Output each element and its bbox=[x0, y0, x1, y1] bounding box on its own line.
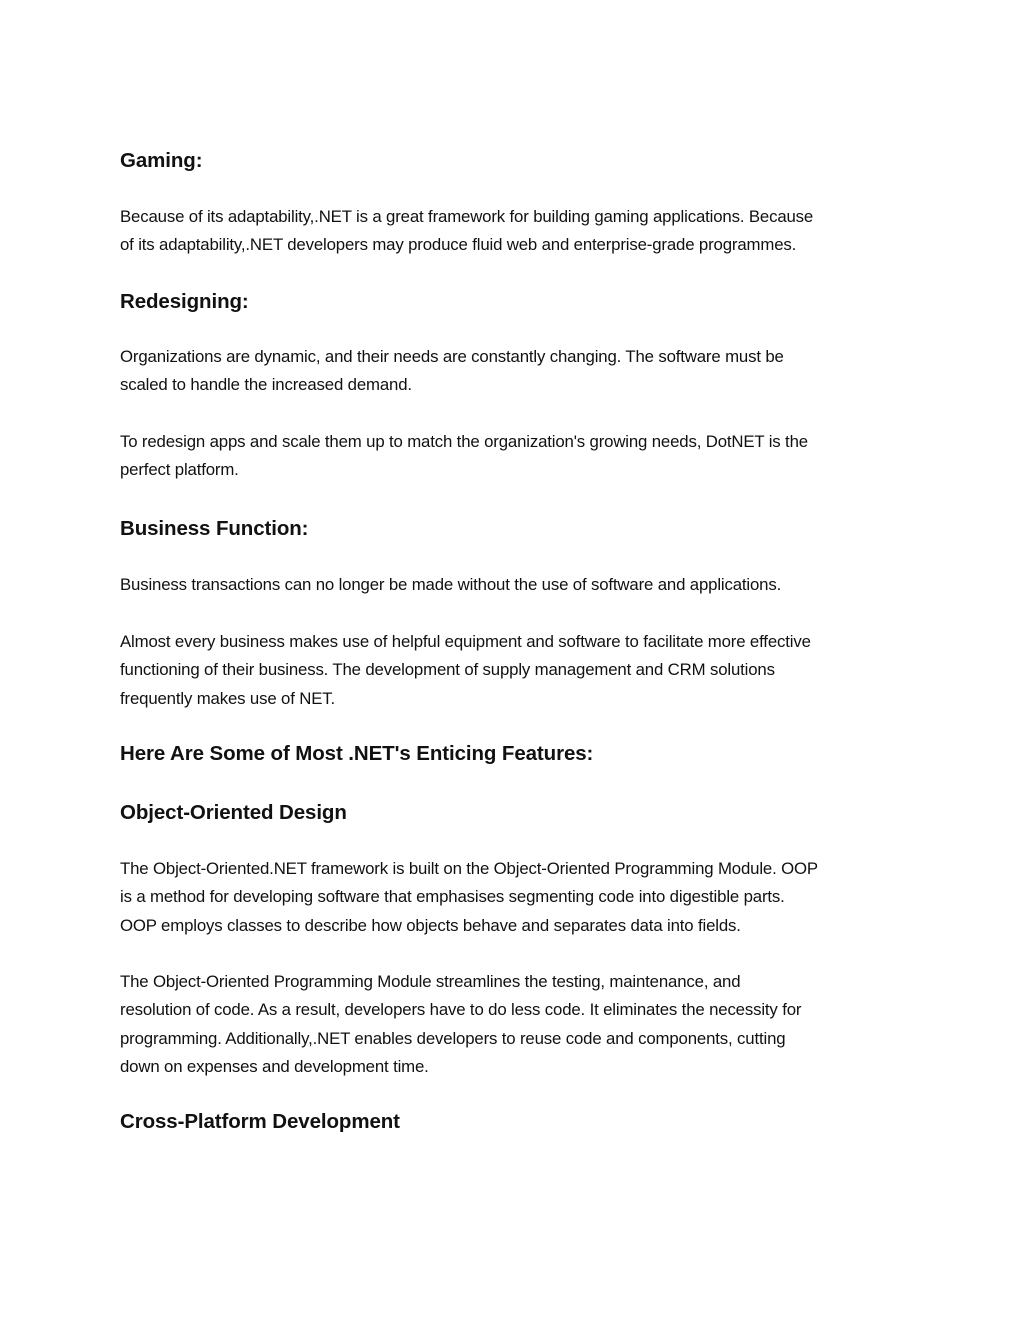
text-line: The Object-Oriented.NET framework is built on the Object-Oriented Programming Module. OOP bbox=[120, 859, 818, 878]
text-line: The Object-Oriented Programming Module streamlines the testing, maintenance, and bbox=[120, 972, 741, 991]
text-line: of its adaptability,.NET developers may produce fluid web and enterprise-grade programmes. bbox=[120, 235, 797, 255]
paragraph-oop-1 bbox=[120, 855, 910, 940]
text-line: To redesign apps and scale them up to match the organization's growing needs, DotNET is the bbox=[120, 432, 808, 451]
text-line: Almost every business makes use of helpful equipment and software to facilitate more effective bbox=[120, 632, 811, 651]
paragraph-redesigning-1 bbox=[120, 343, 910, 400]
text-line: down on expenses and development time. bbox=[120, 1056, 429, 1076]
text-line: functioning of their business. The development of supply management and CRM solutions bbox=[120, 660, 775, 680]
heading-cross-platform-development: Cross-Platform Development bbox=[120, 1110, 400, 1133]
text-line: scaled to handle the increased demand. bbox=[120, 375, 412, 395]
paragraph-business-1 bbox=[120, 571, 910, 599]
text-line: Organizations are dynamic, and their needs are constantly changing. The software must be bbox=[120, 347, 784, 366]
paragraph-redesigning-2 bbox=[120, 428, 910, 485]
heading-business-function: Business Function: bbox=[120, 517, 309, 540]
text-line: is a method for developing software that emphasises segmenting code into digestible parts. bbox=[120, 887, 785, 907]
paragraph-oop-2 bbox=[120, 968, 910, 1081]
paragraph-gaming bbox=[120, 203, 910, 260]
text-line: Business transactions can no longer be made without the use of software and applications. bbox=[120, 575, 782, 594]
heading-object-oriented-design: Object-Oriented Design bbox=[120, 801, 347, 824]
text-line: Because of its adaptability,.NET is a great framework for building gaming applications. Because bbox=[120, 207, 814, 226]
text-line: perfect platform. bbox=[120, 460, 239, 480]
text-line: OOP employs classes to describe how objects behave and separates data into fields. bbox=[120, 915, 741, 935]
text-line: frequently makes use of NET. bbox=[120, 688, 335, 708]
text-line: resolution of code. As a result, developers have to do less code. It eliminates the necessity for bbox=[120, 1000, 802, 1020]
heading-redesigning: Redesigning: bbox=[120, 290, 249, 313]
paragraph-business-2 bbox=[120, 628, 910, 713]
text-line: programming. Additionally,.NET enables developers to reuse code and components, cutting bbox=[120, 1028, 786, 1048]
heading-gaming: Gaming: bbox=[120, 149, 203, 172]
heading-features: Here Are Some of Most .NET's Enticing Features: bbox=[120, 742, 594, 765]
